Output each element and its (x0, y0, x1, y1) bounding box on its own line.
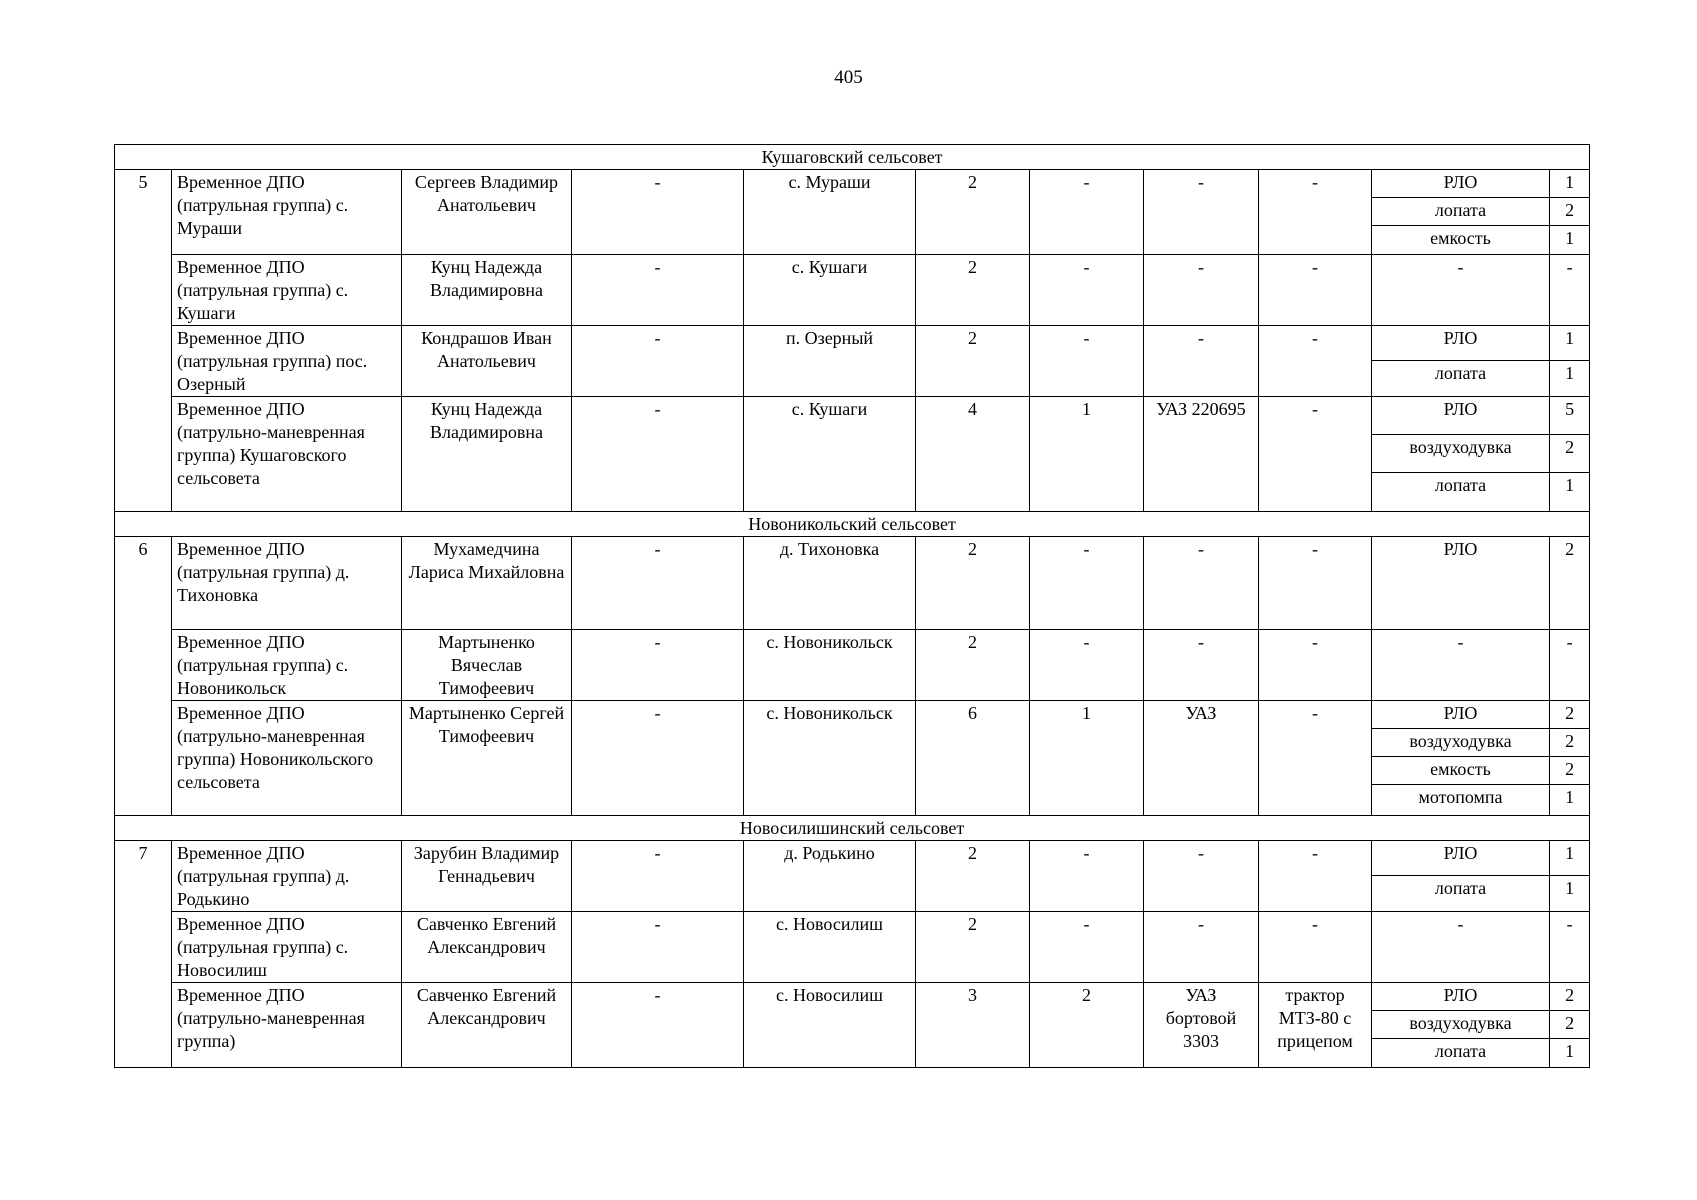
unit-name: Временное ДПО (патрульная группа) д. Родькино (172, 841, 402, 912)
unit-head: Кунц Надежда Владимировна (402, 255, 572, 326)
equipment-name: РЛО (1372, 701, 1550, 729)
equipment-qty: 1 (1550, 785, 1590, 816)
equipment-name: - (1372, 912, 1550, 983)
unit-people-count: 3 (916, 983, 1030, 1068)
unit-head: Савченко Евгений Александрович (402, 983, 572, 1068)
unit-col3: - (572, 326, 744, 397)
unit-location: с. Кушаги (744, 255, 916, 326)
unit-name: Временное ДПО (патрульная группа) с. Новоникольск (172, 630, 402, 701)
unit-col3: - (572, 630, 744, 701)
table-row (115, 255, 1590, 326)
row-number: 5 (115, 170, 172, 512)
equipment-qty: 1 (1550, 841, 1590, 876)
unit-other-equipment: - (1259, 630, 1372, 701)
unit-other-equipment: - (1259, 701, 1372, 816)
unit-people-count: 2 (916, 326, 1030, 397)
equipment-name: РЛО (1372, 841, 1550, 876)
unit-location: с. Кушаги (744, 397, 916, 512)
unit-location: с. Новосилиш (744, 912, 916, 983)
section-title: Новоникольский сельсовет (115, 512, 1590, 537)
equipment-name: - (1372, 255, 1550, 326)
unit-other-equipment: трактор МТЗ-80 с прицепом (1259, 983, 1372, 1068)
unit-other-equipment: - (1259, 170, 1372, 255)
unit-other-equipment: - (1259, 537, 1372, 630)
unit-col3: - (572, 701, 744, 816)
section-title: Новосилишинский сельсовет (115, 816, 1590, 841)
unit-vehicle-count: - (1030, 912, 1144, 983)
equipment-name: РЛО (1372, 537, 1550, 630)
equipment-name: РЛО (1372, 397, 1550, 435)
equipment-name: лопата (1372, 198, 1550, 226)
unit-vehicle: УАЗ (1144, 701, 1259, 816)
table-row (115, 537, 1590, 630)
table-row (115, 397, 1590, 435)
equipment-qty: 1 (1550, 226, 1590, 255)
unit-other-equipment: - (1259, 397, 1372, 512)
unit-head: Савченко Евгений Александрович (402, 912, 572, 983)
equipment-qty: 1 (1550, 876, 1590, 912)
equipment-qty: 1 (1550, 361, 1590, 397)
unit-vehicle-count: - (1030, 255, 1144, 326)
unit-people-count: 6 (916, 701, 1030, 816)
equipment-name: лопата (1372, 361, 1550, 397)
equipment-qty: 2 (1550, 435, 1590, 473)
unit-location: с. Новоникольск (744, 701, 916, 816)
table-row (115, 326, 1590, 361)
unit-col3: - (572, 537, 744, 630)
unit-people-count: 2 (916, 170, 1030, 255)
table-row (115, 983, 1590, 1011)
equipment-qty: 2 (1550, 1011, 1590, 1039)
unit-head: Мартыненко Вячеслав Тимофеевич (402, 630, 572, 701)
equipment-name: лопата (1372, 876, 1550, 912)
row-number: 6 (115, 537, 172, 816)
section-header-row (115, 512, 1590, 537)
unit-other-equipment: - (1259, 326, 1372, 397)
unit-vehicle: УАЗ бортовой 3303 (1144, 983, 1259, 1068)
equipment-qty: 2 (1550, 757, 1590, 785)
unit-vehicle: - (1144, 170, 1259, 255)
equipment-name: РЛО (1372, 326, 1550, 361)
unit-vehicle-count: 1 (1030, 397, 1144, 512)
unit-head: Зарубин Владимир Геннадьевич (402, 841, 572, 912)
equipment-name: воздуходувка (1372, 729, 1550, 757)
unit-vehicle: - (1144, 537, 1259, 630)
table-row (115, 841, 1590, 876)
equipment-qty: - (1550, 630, 1590, 701)
unit-vehicle: - (1144, 912, 1259, 983)
page-number: 405 (834, 67, 863, 88)
section-header-row (115, 816, 1590, 841)
unit-col3: - (572, 170, 744, 255)
unit-name: Временное ДПО (патрульная группа) с. Кушаги (172, 255, 402, 326)
unit-vehicle-count: 1 (1030, 701, 1144, 816)
table-row (115, 701, 1590, 729)
unit-vehicle: - (1144, 841, 1259, 912)
unit-col3: - (572, 983, 744, 1068)
equipment-name: - (1372, 630, 1550, 701)
equipment-name: РЛО (1372, 983, 1550, 1011)
equipment-qty: 5 (1550, 397, 1590, 435)
section-title: Кушаговский сельсовет (115, 145, 1590, 170)
unit-location: с. Новосилиш (744, 983, 916, 1068)
table-row (115, 912, 1590, 983)
unit-name: Временное ДПО (патрульно-маневренная группа) (172, 983, 402, 1068)
equipment-qty: 2 (1550, 198, 1590, 226)
unit-name: Временное ДПО (патрульная группа) с. Новосилиш (172, 912, 402, 983)
unit-head: Мухамедчина Лариса Михайловна (402, 537, 572, 630)
unit-head: Мартыненко Сергей Тимофеевич (402, 701, 572, 816)
equipment-qty: 1 (1550, 1039, 1590, 1068)
unit-vehicle-count: - (1030, 170, 1144, 255)
unit-location: с. Новоникольск (744, 630, 916, 701)
unit-col3: - (572, 912, 744, 983)
equipment-name: лопата (1372, 473, 1550, 512)
unit-vehicle-count: 2 (1030, 983, 1144, 1068)
unit-vehicle: УАЗ 220695 (1144, 397, 1259, 512)
unit-location: п. Озерный (744, 326, 916, 397)
equipment-qty: 2 (1550, 729, 1590, 757)
equipment-qty: 1 (1550, 170, 1590, 198)
unit-head: Кунц Надежда Владимировна (402, 397, 572, 512)
equipment-name: РЛО (1372, 170, 1550, 198)
unit-col3: - (572, 397, 744, 512)
section-header-row (115, 145, 1590, 170)
unit-people-count: 2 (916, 912, 1030, 983)
unit-vehicle: - (1144, 255, 1259, 326)
equipment-name: емкость (1372, 757, 1550, 785)
unit-name: Временное ДПО (патрульная группа) д. Тихоновка (172, 537, 402, 630)
unit-people-count: 4 (916, 397, 1030, 512)
unit-name: Временное ДПО (патрульная группа) пос. Озерный (172, 326, 402, 397)
equipment-qty: - (1550, 255, 1590, 326)
table-row (115, 630, 1590, 701)
unit-name: Временное ДПО (патрульно-маневренная группа) Новоникольского сельсовета (172, 701, 402, 816)
unit-other-equipment: - (1259, 255, 1372, 326)
equipment-qty: 1 (1550, 473, 1590, 512)
unit-name: Временное ДПО (патрульно-маневренная группа) Кушаговского сельсовета (172, 397, 402, 512)
equipment-name: воздуходувка (1372, 435, 1550, 473)
equipment-qty: - (1550, 912, 1590, 983)
equipment-name: мотопомпа (1372, 785, 1550, 816)
equipment-name: лопата (1372, 1039, 1550, 1068)
unit-other-equipment: - (1259, 912, 1372, 983)
equipment-name: емкость (1372, 226, 1550, 255)
unit-vehicle-count: - (1030, 841, 1144, 912)
unit-location: д. Тихоновка (744, 537, 916, 630)
unit-other-equipment: - (1259, 841, 1372, 912)
fire-units-table (114, 144, 1590, 1068)
unit-vehicle: - (1144, 326, 1259, 397)
unit-location: д. Родькино (744, 841, 916, 912)
unit-location: с. Мураши (744, 170, 916, 255)
unit-head: Кондрашов Иван Анатольевич (402, 326, 572, 397)
equipment-qty: 1 (1550, 326, 1590, 361)
unit-people-count: 2 (916, 255, 1030, 326)
unit-people-count: 2 (916, 630, 1030, 701)
unit-vehicle-count: - (1030, 630, 1144, 701)
unit-people-count: 2 (916, 841, 1030, 912)
table-row (115, 170, 1590, 198)
unit-people-count: 2 (916, 537, 1030, 630)
unit-vehicle-count: - (1030, 537, 1144, 630)
equipment-qty: 2 (1550, 701, 1590, 729)
unit-name: Временное ДПО (патрульная группа) с. Мураши (172, 170, 402, 255)
equipment-qty: 2 (1550, 983, 1590, 1011)
row-number: 7 (115, 841, 172, 1068)
equipment-name: воздуходувка (1372, 1011, 1550, 1039)
unit-col3: - (572, 255, 744, 326)
unit-vehicle: - (1144, 630, 1259, 701)
equipment-qty: 2 (1550, 537, 1590, 630)
unit-head: Сергеев Владимир Анатольевич (402, 170, 572, 255)
unit-vehicle-count: - (1030, 326, 1144, 397)
unit-col3: - (572, 841, 744, 912)
